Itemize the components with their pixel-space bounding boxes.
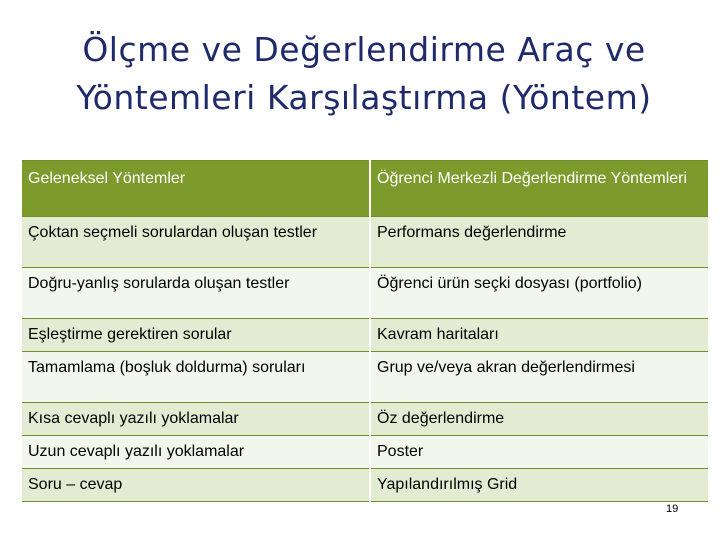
student-centered-method-cell: Poster	[370, 436, 708, 469]
student-centered-method-cell: Performans değerlendirme	[370, 217, 708, 268]
traditional-method-cell: Soru – cevap	[22, 469, 370, 502]
traditional-method-cell: Kısa cevaplı yazılı yoklamalar	[22, 403, 370, 436]
student-centered-method-cell: Öğrenci ürün seçki dosyası (portfolio)	[370, 268, 708, 319]
table-row	[22, 268, 708, 319]
table-row	[22, 352, 708, 403]
traditional-method-cell: Doğru-yanlış sorularda oluşan testler	[22, 268, 370, 319]
student-centered-method-cell: Yapılandırılmış Grid	[370, 469, 708, 502]
comparison-table	[22, 160, 708, 502]
traditional-method-cell: Eşleştirme gerektiren sorular	[22, 319, 370, 352]
table-header-row	[22, 161, 708, 217]
header-traditional-methods: Geleneksel Yöntemler	[22, 161, 370, 217]
table-row	[22, 319, 708, 352]
slide-title-line-1: Ölçme ve Değerlendirme Araç ve	[82, 30, 646, 69]
traditional-method-cell: Uzun cevaplı yazılı yoklamalar	[22, 436, 370, 469]
student-centered-method-cell: Öz değerlendirme	[370, 403, 708, 436]
student-centered-method-cell: Grup ve/veya akran değerlendirmesi	[370, 352, 708, 403]
table-row	[22, 436, 708, 469]
table-row	[22, 403, 708, 436]
traditional-method-cell: Çoktan seçmeli sorulardan oluşan testler	[22, 217, 370, 268]
page-number: 19	[666, 503, 679, 515]
slide-title	[0, 26, 728, 122]
header-student-centered-methods: Öğrenci Merkezli Değerlendirme Yöntemleri	[370, 161, 708, 217]
traditional-method-cell: Tamamlama (boşluk doldurma) soruları	[22, 352, 370, 403]
slide-title-line-2: Yöntemleri Karşılaştırma (Yöntem)	[76, 78, 652, 117]
table-row	[22, 469, 708, 502]
student-centered-method-cell: Kavram haritaları	[370, 319, 708, 352]
table-row	[22, 217, 708, 268]
